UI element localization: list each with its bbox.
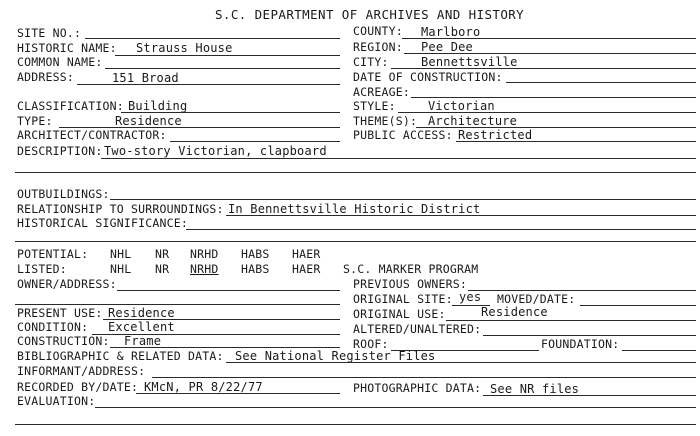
photo-label: PHOTOGRAPHIC DATA: bbox=[353, 381, 482, 395]
classification-label: CLASSIFICATION: bbox=[17, 99, 124, 113]
description-label: DESCRIPTION: bbox=[17, 144, 103, 158]
potential-nhl: NHL bbox=[110, 247, 132, 261]
owner-line-1 bbox=[117, 290, 340, 291]
description-line-2 bbox=[15, 172, 696, 173]
city-label: CITY: bbox=[353, 55, 389, 69]
moved-date-label: MOVED/DATE: bbox=[497, 292, 576, 306]
condition-value: Excellent bbox=[108, 320, 175, 334]
description-line-1 bbox=[101, 158, 696, 159]
listed-nrhd: NRHD bbox=[190, 262, 219, 276]
evaluation-line-1 bbox=[95, 407, 696, 408]
previous-owners-label: PREVIOUS OWNERS: bbox=[353, 277, 467, 291]
site-no-label: SITE NO.: bbox=[17, 26, 82, 40]
original-use-value: Residence bbox=[481, 305, 548, 319]
architect-line bbox=[170, 141, 340, 142]
original-use-label: ORIGINAL USE: bbox=[353, 307, 446, 321]
evaluation-line-2 bbox=[15, 424, 696, 425]
city-line bbox=[391, 68, 696, 69]
themes-label: THEME(S): bbox=[353, 114, 418, 128]
listed-haer: HAER bbox=[292, 262, 321, 276]
date-construction-label: DATE OF CONSTRUCTION: bbox=[353, 70, 503, 84]
type-value: Residence bbox=[115, 114, 182, 128]
site-no-line bbox=[85, 38, 340, 39]
county-label: COUNTY: bbox=[353, 24, 403, 38]
condition-label: CONDITION: bbox=[17, 320, 89, 334]
address-value: 151 Broad bbox=[112, 71, 179, 85]
construction-value: Frame bbox=[124, 334, 162, 348]
original-site-value: yes bbox=[459, 290, 482, 304]
recorded-label: RECORDED BY/DATE: bbox=[17, 380, 139, 394]
owner-line-2 bbox=[15, 304, 340, 305]
evaluation-label: EVALUATION: bbox=[17, 394, 96, 408]
common-name-line bbox=[105, 68, 340, 69]
moved-date-line bbox=[580, 305, 696, 306]
construction-line bbox=[110, 347, 340, 348]
outbuildings-line bbox=[110, 199, 696, 200]
foundation-label: FOUNDATION: bbox=[541, 337, 620, 351]
sc-marker-program: S.C. MARKER PROGRAM bbox=[343, 262, 479, 276]
recorded-value: KMcN, PR 8/22/77 bbox=[144, 380, 263, 394]
roof-label: ROOF: bbox=[353, 337, 389, 351]
themes-value: Architecture bbox=[428, 114, 518, 128]
biblio-label: BIBLIOGRAPHIC & RELATED DATA: bbox=[17, 349, 224, 363]
address-line bbox=[77, 84, 340, 85]
acreage-label: ACREAGE: bbox=[353, 85, 410, 99]
form-title: S.C. DEPARTMENT OF ARCHIVES AND HISTORY bbox=[215, 7, 525, 22]
common-name-label: COMMON NAME: bbox=[17, 55, 103, 69]
potential-nr: NR bbox=[155, 247, 170, 261]
potential-label: POTENTIAL: bbox=[17, 247, 89, 261]
county-line bbox=[402, 38, 696, 39]
biblio-line bbox=[226, 362, 696, 363]
date-construction-line bbox=[506, 82, 696, 83]
present-use-value: Residence bbox=[108, 306, 175, 320]
construction-label: CONSTRUCTION: bbox=[17, 334, 110, 348]
region-label: REGION: bbox=[353, 40, 403, 54]
potential-nrhd: NRHD bbox=[190, 247, 219, 261]
informant-label: INFORMANT/ADDRESS: bbox=[17, 364, 146, 378]
listed-nr: NR bbox=[155, 262, 170, 276]
description-value: Two-story Victorian, clapboard bbox=[104, 144, 327, 158]
recorded-line bbox=[136, 393, 340, 394]
region-line bbox=[404, 53, 696, 54]
significance-label: HISTORICAL SIGNIFICANCE: bbox=[17, 216, 188, 230]
relationship-value: In Bennettsville Historic District bbox=[228, 202, 481, 216]
architect-label: ARCHITECT/CONTRACTOR: bbox=[17, 128, 167, 142]
public-access-line bbox=[456, 141, 696, 142]
style-label: STYLE: bbox=[353, 99, 396, 113]
classification-line bbox=[121, 112, 340, 113]
listed-habs: HABS bbox=[241, 262, 270, 276]
potential-haer: HAER bbox=[292, 247, 321, 261]
historic-name-label: HISTORIC NAME: bbox=[17, 41, 117, 55]
public-access-value: Restricted bbox=[458, 128, 533, 142]
listed-label: LISTED: bbox=[17, 262, 67, 276]
photo-line bbox=[483, 395, 696, 396]
classification-value: Building bbox=[128, 99, 188, 113]
foundation-line bbox=[622, 350, 696, 351]
biblio-value: See National Register Files bbox=[235, 349, 436, 363]
historic-name-line bbox=[115, 55, 340, 56]
significance-line-2 bbox=[15, 241, 696, 242]
altered-line bbox=[483, 335, 696, 336]
photo-value: See NR files bbox=[490, 382, 580, 396]
altered-label: ALTERED/UNALTERED: bbox=[353, 322, 482, 336]
acreage-line bbox=[411, 97, 696, 98]
city-value: Bennettsville bbox=[421, 55, 518, 69]
listed-nhl: NHL bbox=[110, 262, 132, 276]
relationship-line bbox=[226, 215, 696, 216]
public-access-label: PUBLIC ACCESS: bbox=[353, 128, 453, 142]
type-label: TYPE: bbox=[17, 114, 53, 128]
present-use-label: PRESENT USE: bbox=[17, 306, 103, 320]
informant-line bbox=[152, 377, 696, 378]
address-label: ADDRESS: bbox=[17, 70, 74, 84]
outbuildings-label: OUTBUILDINGS: bbox=[17, 187, 110, 201]
style-line bbox=[398, 112, 696, 113]
original-use-line bbox=[446, 320, 696, 321]
original-site-label: ORIGINAL SITE: bbox=[353, 292, 453, 306]
potential-habs: HABS bbox=[241, 247, 270, 261]
significance-line-1 bbox=[186, 229, 696, 230]
previous-owners-line bbox=[468, 290, 696, 291]
region-value: Pee Dee bbox=[421, 40, 473, 54]
historic-name-value: Strauss House bbox=[136, 41, 233, 55]
style-value: Victorian bbox=[428, 99, 495, 113]
owner-label: OWNER/ADDRESS: bbox=[17, 277, 117, 291]
county-value: Marlboro bbox=[421, 25, 481, 39]
relationship-label: RELATIONSHIP TO SURROUNDINGS: bbox=[17, 202, 224, 216]
